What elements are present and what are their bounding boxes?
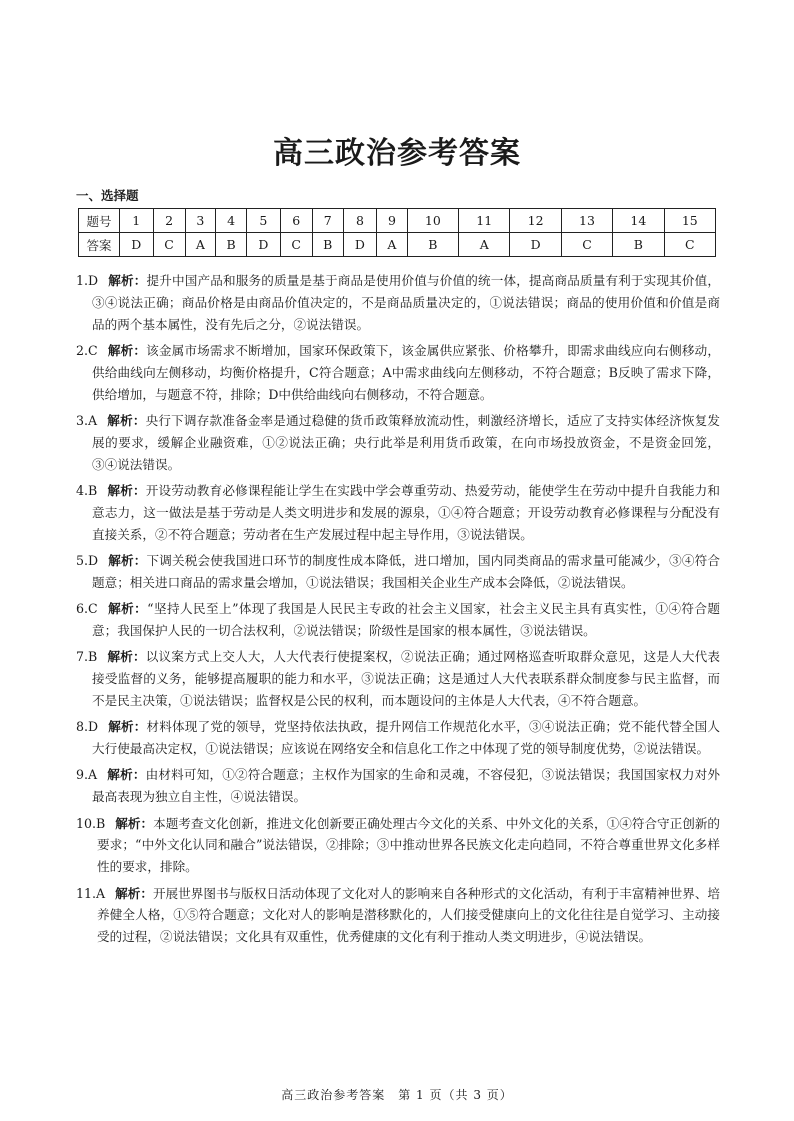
item-number: 4.B <box>76 482 98 498</box>
item-number: 6.C <box>76 601 98 617</box>
table-cell-answer: C <box>561 233 612 257</box>
item-text: 开展世界图书与版权日活动体现了文化对人的影响来自各种形式的文化活动，有利于丰富精神世界、培养健全人格，①⑤符合题意；文化对人的影响是潜移默化的，人们接受健康向上的文化往往是自觉学习、主动接受的过程，②说法错误；文化具有双重性，优秀健康的文化有利于推动人类文明进步，④说法错误。 <box>97 885 721 945</box>
item-number: 11.A <box>76 885 106 901</box>
list-item <box>76 813 720 878</box>
table-cell-number: 7 <box>312 209 343 233</box>
table-cell-number: 2 <box>153 209 185 233</box>
list-item <box>76 883 720 948</box>
item-text: 以议案方式上交人大，人大代表行使提案权，②说法正确；通过网格巡查听取群众意见，这是人大代表接受监督的义务，能够提高履职的能力和水平，③说法正确；这是通过人大代表联系群众制度参与民主监督，而不是民主决策，①说法错误；监督权是公民的权利，而本题设问的主体是人大代表，④不符合题意。 <box>92 649 721 708</box>
table-cell-answer: C <box>280 233 312 257</box>
item-number: 2.C <box>76 342 98 358</box>
list-item <box>76 646 720 711</box>
explain-label: 解析 ： <box>108 601 147 616</box>
table-row-header: 题号 <box>79 209 120 233</box>
list-item <box>76 764 720 808</box>
table-row-answers <box>79 233 716 257</box>
list-item <box>76 410 720 475</box>
list-item <box>76 340 720 405</box>
item-number: 3.A <box>76 412 98 428</box>
item-text: 提升中国产品和服务的质量是基于商品是使用价值与价值的统一体，提高商品质量有利于实现其价值，③④说法正确；商品价格是由商品价值决定的，不是商品质量决定的，①说法错误；商品的使用价值和价值是商品的两个基本属性，没有先后之分，②说法错误。 <box>92 273 721 332</box>
table-cell-number: 14 <box>613 209 664 233</box>
table-cell-number: 13 <box>561 209 612 233</box>
item-text: 该金属市场需求不断增加，国家环保政策下，该金属供应紧张、价格攀升，即需求曲线应向右侧移动，供给曲线向左侧移动，均衡价格提升，C符合题意；A中需求曲线向左侧移动，不符合题意；B反映了需求下降，供给增加，与题意不符，排除；D中供给曲线向右侧移动，不符合题意。 <box>92 342 721 402</box>
table-cell-answer: D <box>343 233 377 257</box>
table-row-numbers <box>79 209 716 233</box>
page-footer: 高三政治参考答案 第 1 页（共 3 页） <box>281 1088 513 1102</box>
table-cell-number: 10 <box>407 209 458 233</box>
list-item <box>76 550 720 594</box>
answer-table <box>78 208 716 257</box>
table-cell-answer: A <box>185 233 215 257</box>
answer-explanations <box>76 270 720 953</box>
item-number: 7.B <box>76 649 98 665</box>
list-item <box>76 270 720 335</box>
table-cell-answer: D <box>510 233 561 257</box>
table-cell-answer: D <box>247 233 281 257</box>
explain-label: 解析 ： <box>107 483 145 498</box>
item-text: 材料体现了党的领导，党坚持依法执政，提升网信工作规范化水平，③④说法正确；党不能代替全国人大行使最高决定权，①说法错误；应该说在网络安全和信息化工作之中体现了党的领导制度优势，②说法错误。 <box>92 719 721 757</box>
item-text: 开设劳动教育必修课程能让学生在实践中学会尊重劳动、热爱劳动，能使学生在劳动中提升自我能力和意志力，这一做法是基于劳动是人类文明进步和发展的源泉，①④符合题意；开设劳动教育必修课程与分配没有直接关系，②不符合题意；劳动者在生产发展过程中起主导作用，③说法错误。 <box>92 482 721 542</box>
item-text: 本题考查文化创新，推进文化创新要正确处理古今文化的关系、中外文化的关系，①④符合守正创新的要求；“中外文化认同和融合”说法错误，②排除；③中推动世界各民族文化走向趋同，不符合尊重世界文化多样性的要求，排除。 <box>97 815 721 875</box>
table-cell-answer: B <box>407 233 458 257</box>
table-cell-number: 15 <box>664 209 715 233</box>
table-cell-answer: B <box>216 233 247 257</box>
table-cell-answer: D <box>120 233 154 257</box>
explain-label: 解析 ： <box>115 816 153 831</box>
table-cell-answer: B <box>613 233 664 257</box>
table-cell-number: 12 <box>510 209 561 233</box>
table-cell-number: 11 <box>459 209 510 233</box>
table-cell-answer: C <box>153 233 185 257</box>
table-cell-number: 1 <box>120 209 154 233</box>
explain-label: 解析 ： <box>108 343 146 358</box>
list-item <box>76 480 720 545</box>
item-text: 由材料可知，①②符合题意；主权作为国家的生命和灵魂，不容侵犯，③说法错误；我国国家权力对外最高表现为独立自主性，④说法错误。 <box>92 767 721 805</box>
item-text: 下调关税会使我国进口环节的制度性成本降低，进口增加，国内同类商品的需求量可能减少，③④符合题意；相关进口商品的需求量会增加，①说法错误；我国相关企业生产成本会降低，②说法错误。 <box>92 552 721 590</box>
list-item <box>76 716 720 760</box>
table-cell-number: 3 <box>185 209 215 233</box>
item-number: 10.B <box>76 815 106 831</box>
item-number: 8.D <box>76 719 99 735</box>
explain-label: 解析 ： <box>108 719 146 734</box>
table-cell-answer: A <box>459 233 510 257</box>
table-cell-answer: C <box>664 233 715 257</box>
table-cell-answer: B <box>312 233 343 257</box>
table-cell-answer: A <box>377 233 407 257</box>
list-item <box>76 598 720 642</box>
table-cell-number: 8 <box>343 209 377 233</box>
explain-label: 解析 ： <box>108 553 146 568</box>
table-cell-number: 5 <box>247 209 281 233</box>
explain-label: 解析 ： <box>107 649 145 664</box>
item-number: 5.D <box>76 552 99 568</box>
page-title: 高三政治参考答案 <box>273 136 521 171</box>
item-number: 9.A <box>76 767 98 783</box>
explain-label: 解析 ： <box>108 273 146 288</box>
section-heading: 一、选择题 <box>76 188 139 203</box>
table-cell-number: 4 <box>216 209 247 233</box>
item-text: 央行下调存款准备金率是通过稳健的货币政策释放流动性，刺激经济增长，适应了支持实体经济恢复发展的要求，缓解企业融资难，①②说法正确；央行此举是利用货币政策，在向市场投放资金，不是资金回笼，③④说法错误。 <box>92 412 721 472</box>
item-text: “坚持人民至上”体现了我国是人民民主专政的社会主义国家，社会主义民主具有真实性，①④符合题意；我国保护人民的一切合法权利，②说法错误；阶级性是国家的根本属性，③说法错误。 <box>92 601 720 638</box>
table-cell-number: 9 <box>377 209 407 233</box>
explain-label: 解析 ： <box>107 413 146 428</box>
item-number: 1.D <box>76 273 99 288</box>
explain-label: 解析 ： <box>115 886 153 901</box>
table-cell-number: 6 <box>280 209 312 233</box>
explain-label: 解析 ： <box>107 767 146 782</box>
table-row-header: 答案 <box>79 233 120 257</box>
